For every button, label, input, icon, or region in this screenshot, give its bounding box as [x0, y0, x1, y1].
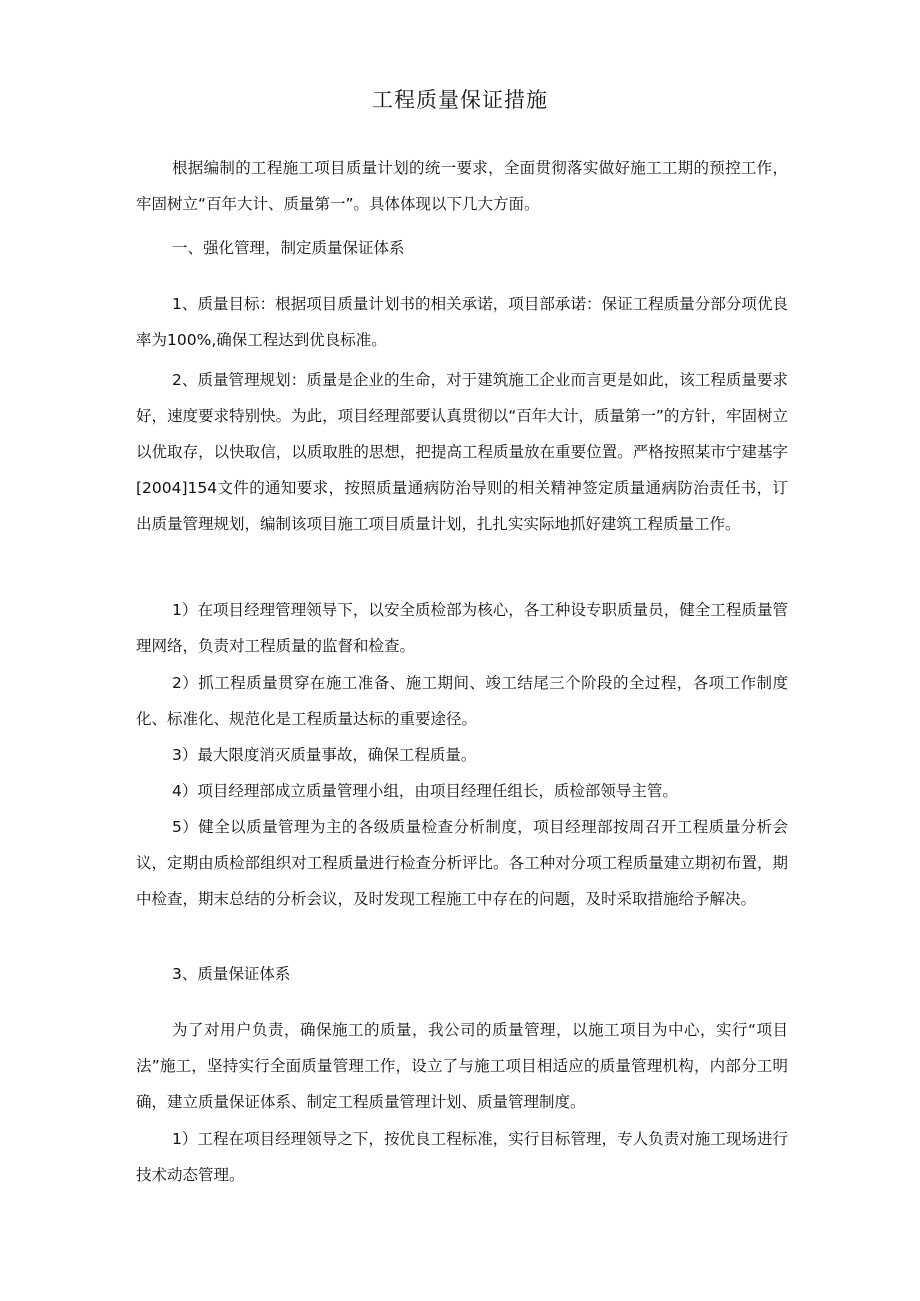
paragraph-sub-3: 3）最大限度消灭质量事故，确保工程质量。 [172, 746, 477, 764]
section-heading-3: 3、质量保证体系 [172, 965, 291, 983]
paragraph-sub-3-1: 1）工程在项目经理领导之下，按优良工程标准，实行目标管理，专人负责对施工现场进行技术动态管理。 [136, 1130, 788, 1184]
paragraph-sub-1: 1）在项目经理管理领导下，以安全质检部为核心，各工种设专职质量员，健全工程质量管理网络，负责对工程质量的监督和检查。 [136, 601, 788, 655]
page-title: 工程质量保证措施 [372, 88, 548, 112]
paragraph-sub-2: 2）抓工程质量贯穿在施工准备、施工期间、竣工结尾三个阶段的全过程，各项工作制度化、标准化、规范化是工程质量达标的重要途径。 [136, 674, 788, 728]
intro-paragraph: 根据编制的工程施工项目质量计划的统一要求，全面贯彻落实做好施工工期的预控工作，牢固树立“百年大计、质量第一”。具体体现以下几大方面。 [136, 159, 788, 213]
section-heading-1: 一、强化管理，制定质量保证体系 [172, 239, 405, 257]
paragraph-quality-system: 为了对用户负责，确保施工的质量，我公司的质量管理，以施工项目为中心，实行“项目法”施工，坚持实行全面质量管理工作，设立了与施工项目相适应的质量管理机构，内部分工明确，建立质量保证体系、制定工程质量管理计划、质量管理制度。 [136, 1021, 788, 1111]
paragraph-item-1: 1、质量目标：根据项目质量计划书的相关承诺，项目部承诺：保证工程质量分部分项优良率为100%,确保工程达到优良标准。 [136, 295, 788, 349]
paragraph-sub-5: 5）健全以质量管理为主的各级质量检查分析制度，项目经理部按周召开工程质量分析会议，定期由质检部组织对工程质量进行检查分析评比。各工种对分项工程质量建立期初布置，期中检查，期末总结的分析会议，及时发现工程施工中存在的问题，及时采取措施给予解决。 [136, 818, 788, 908]
paragraph-item-2: 2、质量管理规划：质量是企业的生命，对于建筑施工企业而言更是如此，该工程质量要求好，速度要求特别快。为此，项目经理部要认真贯彻以“百年大计，质量第一”的方针，牢固树立以优取存，以快取信，以质取胜的思想，把提高工程质量放在重要位置。严格按照某市宁建基字[2004]154文件的通知要求，按照质量通病防治导则的相关精神签定质量通病防治责任书，订出质量管理规划，编制该项目施工项目质量计划，扎扎实实际地抓好建筑工程质量工作。 [136, 371, 788, 533]
paragraph-sub-4: 4）项目经理部成立质量管理小组，由项目经理任组长，质检部领导主管。 [172, 782, 678, 800]
